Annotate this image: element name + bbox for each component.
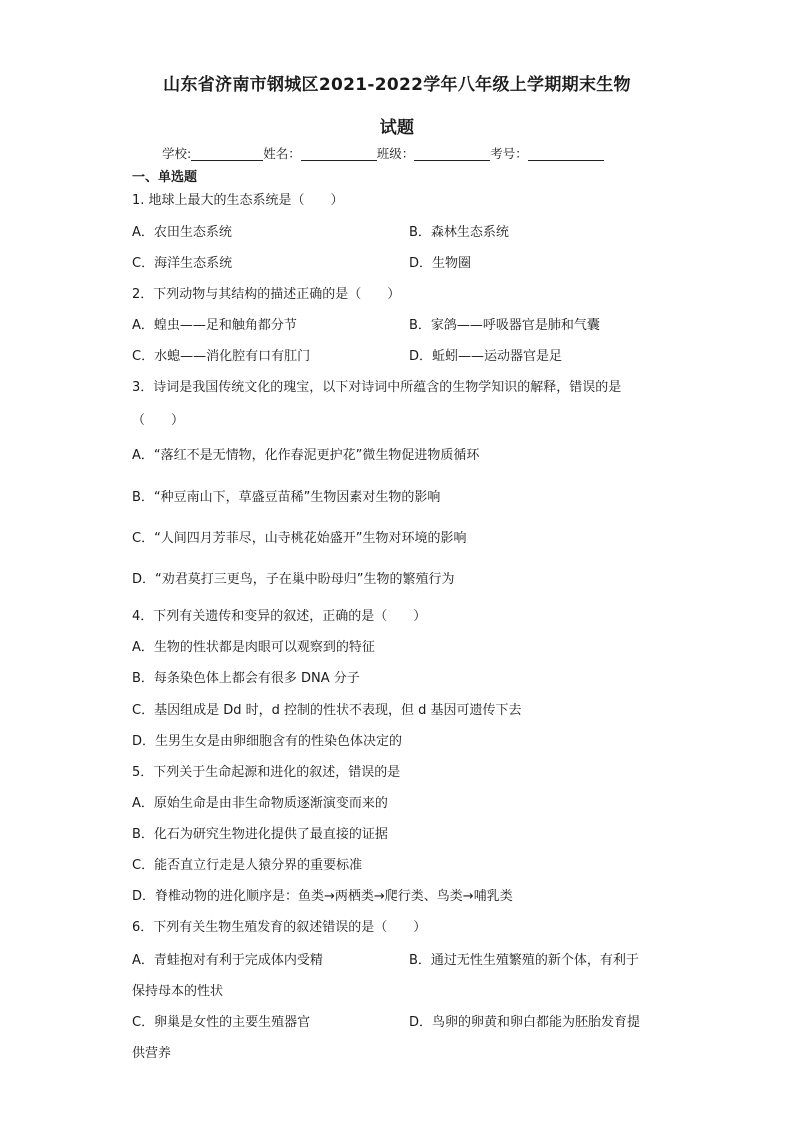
question-3-stem-line1: 3．诗词是我国传统文化的瑰宝，以下对诗词中所蕴含的生物学知识的解释，错误的是 bbox=[132, 380, 622, 395]
number-blank[interactable] bbox=[528, 146, 604, 161]
question-1-option-a: A．农田生态系统 bbox=[132, 225, 232, 240]
school-blank[interactable] bbox=[191, 146, 263, 161]
student-info-row bbox=[162, 144, 604, 162]
question-6-option-a: A．青蛙抱对有利于完成体内受精 bbox=[132, 953, 323, 968]
number-label: 考号： bbox=[490, 146, 528, 161]
question-3-option-a: A．“落红不是无情物，化作春泥更护花”微生物促进物质循环 bbox=[132, 448, 480, 463]
question-6-option-d: D．鸟卵的卵黄和卵白都能为胚胎发育提 bbox=[409, 1015, 641, 1030]
school-label: 学校: bbox=[162, 146, 192, 161]
class-blank[interactable] bbox=[414, 146, 490, 161]
question-6-option-d-continued: 供营养 bbox=[132, 1046, 172, 1061]
question-1-option-d: D．生物圈 bbox=[409, 256, 472, 271]
question-5-stem: 5．下列关于生命起源和进化的叙述，错误的是 bbox=[132, 765, 401, 780]
exam-title-line1: 山东省济南市钢城区2021-2022学年八年级上学期期末生物 bbox=[163, 75, 631, 95]
exam-title-line2: 试题 bbox=[379, 118, 415, 138]
question-2-option-b: B．家鸽——呼吸器官是肺和气囊 bbox=[409, 318, 600, 333]
question-3-option-d: D．“劝君莫打三更鸟，子在巢中盼母归”生物的繁殖行为 bbox=[132, 572, 455, 587]
question-6-option-c: C．卵巢是女性的主要生殖器官 bbox=[132, 1015, 311, 1030]
question-2-option-a: A．蝗虫——足和触角都分节 bbox=[132, 318, 297, 333]
question-4-option-d: D．生男生女是由卵细胞含有的性染色体决定的 bbox=[132, 734, 403, 749]
name-blank[interactable] bbox=[301, 146, 377, 161]
question-6-stem: 6．下列有关生物生殖发育的叙述错误的是（ ） bbox=[132, 920, 427, 935]
question-4-option-a: A．生物的性状都是肉眼可以观察到的特征 bbox=[132, 640, 375, 655]
question-4-stem: 4．下列有关遗传和变异的叙述，正确的是（ ） bbox=[132, 609, 427, 624]
question-2-stem: 2．下列动物与其结构的描述正确的是（ ） bbox=[132, 287, 401, 302]
name-label: 姓名： bbox=[263, 146, 301, 161]
question-1-stem: 1. 地球上最大的生态系统是（ ） bbox=[132, 193, 344, 208]
question-1-option-b: B．森林生态系统 bbox=[409, 225, 509, 240]
question-2-option-c: C．水螅——消化腔有口有肛门 bbox=[132, 349, 311, 364]
question-5-option-a: A．原始生命是由非生命物质逐渐演变而来的 bbox=[132, 796, 388, 811]
question-5-option-d: D．脊椎动物的进化顺序是：鱼类→两栖类→爬行类、鸟类→哺乳类 bbox=[132, 889, 513, 904]
question-3-option-b: B．“种豆南山下，草盛豆苗稀”生物因素对生物的影响 bbox=[132, 490, 441, 505]
class-label: 班级： bbox=[376, 146, 415, 161]
question-3-stem-line2: （ ） bbox=[132, 413, 185, 428]
question-5-option-c: C．能否直立行走是人猿分界的重要标准 bbox=[132, 858, 363, 873]
question-1-option-c: C．海洋生态系统 bbox=[132, 256, 233, 271]
question-4-option-c: C．基因组成是 Dd 时，d 控制的性状不表现，但 d 基因可遗传下去 bbox=[132, 703, 522, 718]
question-5-option-b: B．化石为研究生物进化提供了最直接的证据 bbox=[132, 827, 388, 842]
question-4-option-b: B．每条染色体上都会有很多 DNA 分子 bbox=[132, 671, 360, 686]
question-3-option-c: C．“人间四月芳菲尽，山寺桃花始盛开”生物对环境的影响 bbox=[132, 531, 467, 546]
question-2-option-d: D．蚯蚓——运动器官是足 bbox=[409, 349, 563, 364]
section-title: 一、单选题 bbox=[132, 170, 198, 185]
question-6-option-b: B．通过无性生殖繁殖的新个体，有利于 bbox=[409, 953, 639, 968]
question-6-option-b-continued: 保持母本的性状 bbox=[132, 984, 224, 999]
